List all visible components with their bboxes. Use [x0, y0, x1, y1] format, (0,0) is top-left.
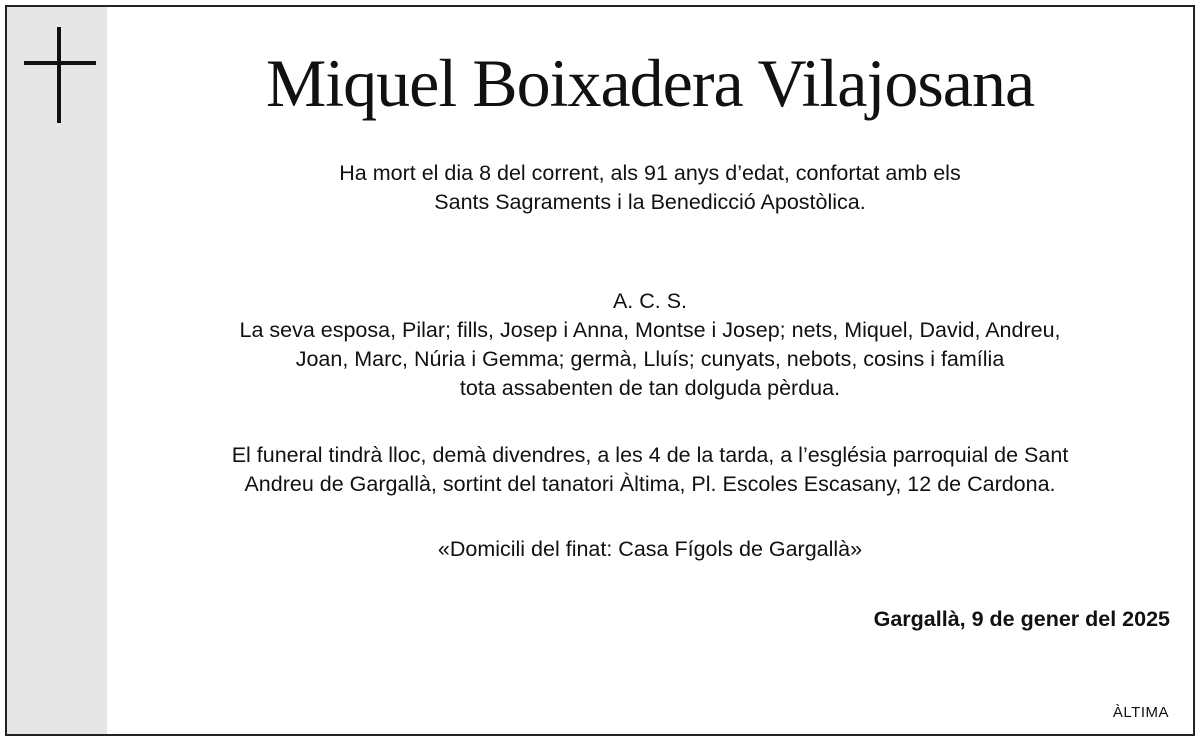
domicile-text: «Domicili del finat: Casa Fígols de Gargallà»: [437, 537, 863, 561]
deceased-name: Miquel Boixadera Vilajosana: [265, 45, 1035, 121]
funeral-paragraph: [107, 441, 1193, 499]
brand-label: ÀLTIMA: [1112, 704, 1169, 721]
funeral-line: El funeral tindrà lloc, demà divendres, a les 4 de la tarda, a l’església parroquial de Sant: [231, 443, 1069, 467]
family-line: tota assabenten de tan dolguda pèrdua.: [459, 376, 841, 400]
domicile-line: [107, 535, 1193, 564]
intro-line: Ha mort el dia 8 del corrent, als 91 anys d’edat, confortat amb els: [339, 161, 961, 185]
cross-icon: [24, 27, 96, 123]
funeral-line: Andreu de Gargallà, sortint del tanatori Àltima, Pl. Escoles Escasany, 12 de Cardona.: [244, 472, 1056, 496]
family-paragraph: [107, 287, 1193, 403]
acs-heading: A. C. S.: [612, 289, 688, 313]
family-line: Joan, Marc, Núria i Gemma; germà, Lluís; cunyats, nebots, cosins i família: [295, 347, 1005, 371]
side-band: [7, 7, 107, 734]
intro-paragraph: [107, 159, 1193, 217]
place-date: Gargallà, 9 de gener del 2025: [873, 607, 1170, 631]
intro-line: Sants Sagraments i la Benedicció Apostòlica.: [434, 190, 866, 214]
family-line: La seva esposa, Pilar; fills, Josep i Anna, Montse i Josep; nets, Miquel, David, Andreu,: [239, 318, 1061, 342]
obituary-notice: [5, 5, 1195, 736]
